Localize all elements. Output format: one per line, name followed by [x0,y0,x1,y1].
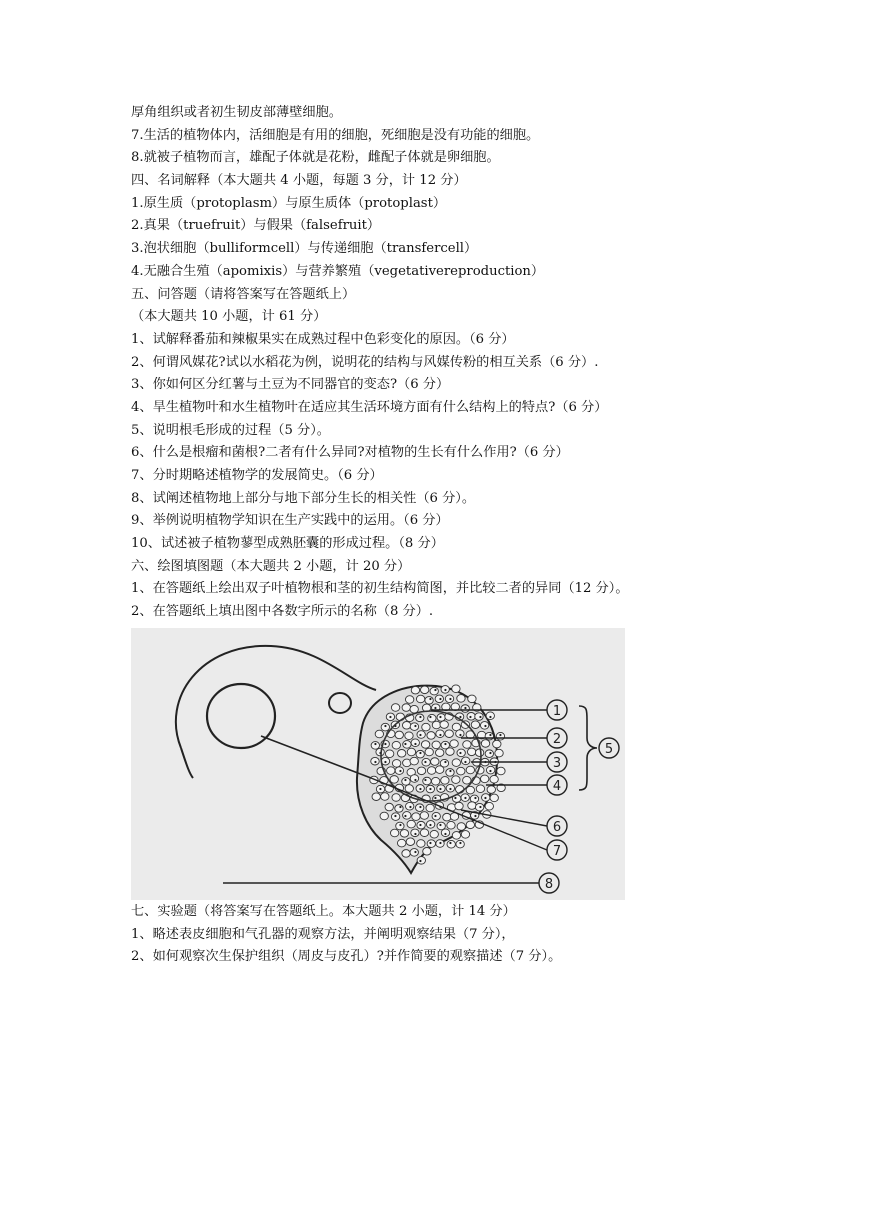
question-line: 8、试阐述植物地上部分与地下部分生长的相关性（6 分）。 [131,490,476,506]
cell [403,812,411,820]
cell [447,821,455,829]
label-1 [547,700,567,720]
cell [410,757,418,765]
cell [411,686,419,694]
section-heading: 五、问答题（请将答案写在答题纸上） [131,286,356,302]
cell-nucleus [409,806,411,808]
cell [425,697,433,705]
cell-nucleus [379,788,381,790]
cell [463,776,471,784]
cell [417,840,425,848]
cell [390,829,398,837]
text-block-upper [131,102,851,624]
cell-nucleus [449,698,451,700]
cell [423,847,431,855]
cell [480,775,488,783]
cell-nucleus [424,761,426,763]
cell-nucleus [419,788,421,790]
cell [456,730,464,738]
cell [407,748,415,756]
cell [475,749,483,757]
cell [495,749,503,757]
cell [416,695,424,703]
cell [440,721,448,729]
cell [452,685,460,693]
cell [402,850,410,858]
integument-outline [181,748,193,778]
cell [457,823,465,831]
cell-nucleus [449,770,451,772]
cell-nucleus [479,716,481,718]
cell-nucleus [394,815,396,817]
cell-nucleus [489,716,491,718]
cell-nucleus [484,725,486,727]
cell-nucleus [444,743,446,745]
cell [431,758,439,766]
cell-nucleus [434,797,436,799]
cell-nucleus [399,806,401,808]
cell-nucleus [384,725,386,727]
cell-nucleus [439,788,441,790]
label-4 [547,775,567,795]
cell-nucleus [414,779,416,781]
cell [446,748,454,756]
cell [485,750,493,758]
label-2 [547,728,567,748]
cell-nucleus [404,779,406,781]
cell-nucleus [374,761,376,763]
cell [435,749,443,757]
cell-nucleus [439,842,441,844]
question-line: 10、试述被子植物蓼型成熟胚囊的形成过程。（8 分） [131,536,444,552]
question-line: 1、略述表皮细胞和气孔器的观察方法，并阐明观察结果（7 分）， [131,926,515,942]
cell [487,786,495,794]
cell-nucleus [459,842,461,844]
text-line: （本大题共 10 小题，计 61 分） [131,309,327,325]
cell [412,813,420,821]
cell [387,767,395,775]
cell [441,777,449,785]
cell [475,713,483,721]
cell [455,802,463,810]
cell [417,767,425,775]
cell [375,730,383,738]
leader-line [261,736,371,778]
label-2-text: 2 [552,732,562,747]
cell-nucleus [414,725,416,727]
cell [405,696,413,704]
cell [428,714,436,722]
cell [485,802,493,810]
text-line: 3.泡状细胞（bulliformcell）与传递细胞（transfercell） [131,241,478,257]
cell [405,785,413,793]
cell [411,739,419,747]
cell-nucleus [399,770,401,772]
cell [476,785,484,793]
label-8 [539,873,559,893]
cell-nucleus [464,761,466,763]
cell [392,794,400,802]
brace [579,706,597,790]
cell-nucleus [439,824,441,826]
text-line: 厚角组织或者初生韧皮部薄壁细胞。 [131,105,342,120]
cell-nucleus [434,689,436,691]
question-line: 2、在答题纸上填出图中各数字所示的名称（8 分）. [131,604,434,620]
cell-nucleus [459,734,461,736]
label-5 [599,738,619,758]
cell-nucleus [474,815,476,817]
cell [441,829,449,837]
cell-nucleus [484,797,486,799]
cell [380,812,388,820]
cell [427,732,435,740]
question-line: 5、说明根毛形成的过程（5 分）。 [131,422,330,438]
cell [391,704,399,712]
cell [490,775,498,783]
cell [452,776,460,784]
text-line: 1.原生质（protoplasm）与原生质体（protoplast） [131,195,447,211]
cell-nucleus [464,707,466,709]
cell [493,740,501,748]
cell [371,742,379,750]
label-5-text: 5 [604,742,614,757]
label-3 [547,752,567,772]
cell [396,822,404,830]
cell [406,838,414,846]
question-line: 6、什么是根瘤和菌根?二者有什么异同?对植物的生长有什么作用?（6 分） [131,445,569,461]
cell-nucleus [429,824,431,826]
cell [497,767,505,775]
cell-nucleus [429,716,431,718]
integument-outline [176,646,376,748]
cell [457,767,465,775]
cell-nucleus [469,716,471,718]
cell [395,805,403,813]
cell-nucleus [474,797,476,799]
cell [381,793,389,801]
cell-nucleus [419,734,421,736]
cell [410,775,418,783]
small-circle [329,693,351,713]
cell-nucleus [434,707,436,709]
cell-nucleus [384,743,386,745]
cell [392,741,400,749]
cell-nucleus [489,734,491,736]
cell-nucleus [444,761,446,763]
cell-nucleus [434,815,436,817]
cell [471,721,479,729]
cell [457,695,465,703]
cell-nucleus [454,797,456,799]
cell-nucleus [419,824,421,826]
cell [422,723,430,731]
cell-nucleus [384,761,386,763]
cell [402,721,410,729]
cell-nucleus [419,716,421,718]
cell [431,777,439,785]
cell [462,757,470,765]
question-line: 4、旱生植物叶和水生植物叶在适应其生活环境方面有什么结构上的特点?（6 分） [131,399,608,415]
cell-nucleus [389,716,391,718]
text-line: 2.真果（truefruit）与假果（falsefruit） [131,218,381,234]
question-line: 7、分时期略述植物学的发展简史。（6 分） [131,468,383,483]
cell-nucleus [414,851,416,853]
label-6 [547,816,567,836]
cell-nucleus [459,716,461,718]
cell [490,794,498,802]
text-line: 7.生活的植物体内，活细胞是有用的细胞，死细胞是没有功能的细胞。 [131,127,540,143]
cell [432,741,440,749]
cell [420,686,428,694]
cell [395,767,403,775]
question-line: 1、试解释番茄和辣椒果实在成熟过程中色彩变化的原因。（6 分） [131,331,515,347]
cell [372,793,380,801]
cell-nucleus [459,752,461,754]
cell [496,732,504,740]
question-line: 1、在答题纸上绘出双子叶植物根和茎的初生结构简图，并比较二者的异同（12 分）。 [131,581,629,597]
question-line: 9、举例说明植物学知识在生产实践中的运用。（6 分） [131,513,449,529]
ovule-diagram [131,628,625,900]
cell [485,732,493,740]
cell [435,695,443,703]
cell [416,750,424,758]
cell [402,704,410,712]
cell-nucleus [439,734,441,736]
cell [411,829,419,837]
section-heading: 四、名词解释（本大题共 4 小题，每题 3 分，计 12 分） [131,173,467,189]
cell [468,695,476,703]
cell [397,749,405,757]
cell [410,849,418,857]
cell [466,766,474,774]
cell-nucleus [419,806,421,808]
cell [410,723,418,731]
cell-nucleus [404,743,406,745]
cell [420,829,428,837]
cell-nucleus [439,716,441,718]
cell [456,840,464,848]
cell [423,777,431,785]
cell [385,750,393,758]
cell [450,740,458,748]
cell-nucleus [429,788,431,790]
cell-nucleus [439,698,441,700]
cell-nucleus [399,824,401,826]
cell [466,821,474,829]
cell-nucleus [489,752,491,754]
text-line: 4.无融合生殖（apomixis）与营养繁殖（vegetativereproduction） [131,263,545,279]
cell [481,740,489,748]
cell-nucleus [479,806,481,808]
cell-nucleus [414,743,416,745]
label-7 [547,840,567,860]
label-3-text: 3 [552,756,562,771]
cell [426,804,434,812]
cell [461,831,469,839]
cell [392,760,400,768]
cell-nucleus [499,734,501,736]
cell-nucleus [444,833,446,835]
cell [421,741,429,749]
cell-nucleus [404,815,406,817]
question-line: 3、你如何区分红薯与土豆为不同器官的变态?（6 分） [131,377,450,393]
cell-nucleus [429,842,431,844]
cell-nucleus [419,860,421,862]
cell-nucleus [489,770,491,772]
cell [463,741,471,749]
section-heading: 七、实验题（将答案写在答题纸上。本大题共 2 小题，计 14 分） [131,904,516,919]
cell [432,721,440,729]
cell [427,767,435,775]
cell [397,839,405,847]
question-line: 2、如何观察次生保护组织（周皮与皮孔）?并作简要的观察描述（7 分）。 [131,949,562,965]
cell [467,748,475,756]
text-block-lower [131,901,851,969]
cell [452,832,460,840]
cavity-circle [207,684,275,748]
label-7-text: 7 [552,844,562,859]
cell [403,741,411,749]
cell [402,778,410,786]
cell-nucleus [414,833,416,835]
cell-nucleus [419,752,421,754]
question-line: 2、何谓风媒花?试以水稻花为例，说明花的结构与风媒传粉的相互关系（6 分）. [131,354,599,370]
cell [436,730,444,738]
cell [407,820,415,828]
label-6-text: 6 [552,820,562,835]
cell-nucleus [449,842,451,844]
cell-nucleus [429,698,431,700]
cell [390,776,398,784]
section-heading: 六、绘图填图题（本大题共 2 小题，计 20 分） [131,558,411,574]
cell [405,732,413,740]
cell-nucleus [424,779,426,781]
cell [400,830,408,838]
cell [425,748,433,756]
cell [395,731,403,739]
cell [430,687,438,695]
cell [430,830,438,838]
cell [385,803,393,811]
cell [445,730,453,738]
cell [486,712,494,720]
cell [420,812,428,820]
cell-nucleus [374,743,376,745]
cell-nucleus [464,797,466,799]
cell [435,766,443,774]
label-8-text: 8 [544,877,554,892]
cell-nucleus [444,689,446,691]
cell [452,759,460,767]
text-line: 8.就被子植物而言，雄配子体就是花粉，雌配子体就是卵细胞。 [131,150,500,166]
label-4-text: 4 [552,779,562,794]
cell [381,723,389,731]
ovule-diagram-svg [131,628,625,900]
cell [443,813,451,821]
cell [468,802,476,810]
cell [446,769,454,777]
label-1-text: 1 [552,704,562,719]
cell-nucleus [449,788,451,790]
cell [447,840,455,848]
